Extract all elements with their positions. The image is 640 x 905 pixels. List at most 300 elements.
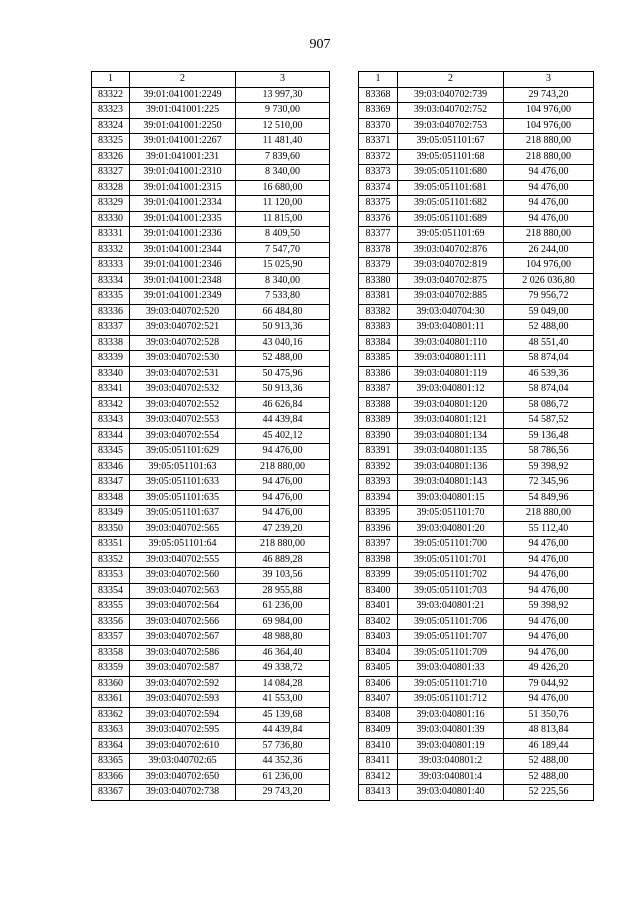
row-number-cell: 83322 <box>92 87 130 103</box>
table-row <box>92 118 330 134</box>
row-number-cell: 83337 <box>92 320 130 336</box>
cadastral-number-cell: 39:05:051101:633 <box>130 475 236 491</box>
cadastral-number-cell: 39:03:040702:554 <box>130 428 236 444</box>
row-number-cell: 83396 <box>359 521 398 537</box>
row-number-cell: 83389 <box>359 413 398 429</box>
cadastral-number-cell: 39:03:040702:753 <box>398 118 504 134</box>
table-row <box>92 552 330 568</box>
row-number-cell: 83370 <box>359 118 398 134</box>
value-cell: 9 730,00 <box>236 103 330 119</box>
row-number-cell: 83335 <box>92 289 130 305</box>
cadastral-number-cell: 39:03:040702:555 <box>130 552 236 568</box>
cadastral-number-cell: 39:03:040801:2 <box>398 754 504 770</box>
row-number-cell: 83393 <box>359 475 398 491</box>
row-number-cell: 83395 <box>359 506 398 522</box>
row-number-cell: 83399 <box>359 568 398 584</box>
value-cell: 46 539,36 <box>504 366 594 382</box>
cadastral-number-cell: 39:01:041001:2335 <box>130 211 236 227</box>
cadastral-number-cell: 39:05:051101:64 <box>130 537 236 553</box>
table-row <box>359 242 594 258</box>
row-number-cell: 83328 <box>92 180 130 196</box>
table-row <box>359 227 594 243</box>
cadastral-number-cell: 39:01:041001:2250 <box>130 118 236 134</box>
cadastral-number-cell: 39:03:040702:553 <box>130 413 236 429</box>
table-row <box>92 459 330 475</box>
cadastral-number-cell: 39:03:040702:819 <box>398 258 504 274</box>
cadastral-number-cell: 39:03:040702:739 <box>398 87 504 103</box>
cadastral-number-cell: 39:03:040702:610 <box>130 738 236 754</box>
row-number-cell: 83384 <box>359 335 398 351</box>
table-row <box>92 289 330 305</box>
row-number-cell: 83346 <box>92 459 130 475</box>
value-cell: 59 398,92 <box>504 459 594 475</box>
column-header: 1 <box>359 72 398 88</box>
table-row <box>92 506 330 522</box>
right-table <box>358 71 594 801</box>
table-row <box>92 490 330 506</box>
cadastral-number-cell: 39:03:040801:110 <box>398 335 504 351</box>
cadastral-number-cell: 39:03:040801:111 <box>398 351 504 367</box>
row-number-cell: 83413 <box>359 785 398 801</box>
row-number-cell: 83364 <box>92 738 130 754</box>
value-cell: 59 398,92 <box>504 599 594 615</box>
value-cell: 44 439,84 <box>236 723 330 739</box>
row-number-cell: 83326 <box>92 149 130 165</box>
value-cell: 104 976,00 <box>504 118 594 134</box>
value-cell: 50 913,36 <box>236 382 330 398</box>
row-number-cell: 83361 <box>92 692 130 708</box>
cadastral-number-cell: 39:03:040801:39 <box>398 723 504 739</box>
table-row <box>359 723 594 739</box>
row-number-cell: 83363 <box>92 723 130 739</box>
cadastral-number-cell: 39:05:051101:702 <box>398 568 504 584</box>
table-row <box>92 645 330 661</box>
table-row <box>92 103 330 119</box>
cadastral-number-cell: 39:03:040702:595 <box>130 723 236 739</box>
row-number-cell: 83378 <box>359 242 398 258</box>
row-number-cell: 83390 <box>359 428 398 444</box>
cadastral-number-cell: 39:03:040801:21 <box>398 599 504 615</box>
cadastral-number-cell: 39:05:051101:709 <box>398 645 504 661</box>
table-row <box>92 630 330 646</box>
row-number-cell: 83379 <box>359 258 398 274</box>
value-cell: 66 484,80 <box>236 304 330 320</box>
cadastral-number-cell: 39:05:051101:635 <box>130 490 236 506</box>
cadastral-number-cell: 39:03:040702:875 <box>398 273 504 289</box>
value-cell: 94 476,00 <box>504 645 594 661</box>
table-row <box>92 444 330 460</box>
cadastral-number-cell: 39:05:051101:682 <box>398 196 504 212</box>
row-number-cell: 83331 <box>92 227 130 243</box>
cadastral-number-cell: 39:01:041001:2346 <box>130 258 236 274</box>
cadastral-number-cell: 39:05:051101:712 <box>398 692 504 708</box>
row-number-cell: 83353 <box>92 568 130 584</box>
value-cell: 8 340,00 <box>236 273 330 289</box>
table-row <box>92 475 330 491</box>
table-row <box>359 521 594 537</box>
cadastral-number-cell: 39:03:040801:33 <box>398 661 504 677</box>
cadastral-number-cell: 39:05:051101:700 <box>398 537 504 553</box>
value-cell: 7 533,80 <box>236 289 330 305</box>
value-cell: 50 913,36 <box>236 320 330 336</box>
cadastral-number-cell: 39:05:051101:680 <box>398 165 504 181</box>
row-number-cell: 83392 <box>359 459 398 475</box>
value-cell: 69 984,00 <box>236 614 330 630</box>
table-row <box>359 599 594 615</box>
value-cell: 46 364,40 <box>236 645 330 661</box>
row-number-cell: 83404 <box>359 645 398 661</box>
value-cell: 61 236,00 <box>236 599 330 615</box>
table-row <box>359 552 594 568</box>
value-cell: 48 813,84 <box>504 723 594 739</box>
value-cell: 79 044,92 <box>504 676 594 692</box>
table-row <box>359 769 594 785</box>
table-row <box>359 444 594 460</box>
table-row <box>92 785 330 801</box>
cadastral-number-cell: 39:01:041001:2344 <box>130 242 236 258</box>
cadastral-number-cell: 39:03:040801:119 <box>398 366 504 382</box>
row-number-cell: 83401 <box>359 599 398 615</box>
table-row <box>359 614 594 630</box>
value-cell: 94 476,00 <box>504 692 594 708</box>
row-number-cell: 83372 <box>359 149 398 165</box>
value-cell: 94 476,00 <box>504 165 594 181</box>
table-row <box>359 165 594 181</box>
cadastral-number-cell: 39:03:040702:885 <box>398 289 504 305</box>
cadastral-number-cell: 39:03:040702:564 <box>130 599 236 615</box>
cadastral-number-cell: 39:03:040702:752 <box>398 103 504 119</box>
table-row <box>359 180 594 196</box>
row-number-cell: 83406 <box>359 676 398 692</box>
table-row <box>92 351 330 367</box>
column-header: 2 <box>130 72 236 88</box>
cadastral-number-cell: 39:01:041001:2310 <box>130 165 236 181</box>
row-number-cell: 83358 <box>92 645 130 661</box>
row-number-cell: 83359 <box>92 661 130 677</box>
table-row <box>359 87 594 103</box>
value-cell: 57 736,80 <box>236 738 330 754</box>
row-number-cell: 83333 <box>92 258 130 274</box>
value-cell: 94 476,00 <box>504 568 594 584</box>
table-row <box>92 661 330 677</box>
value-cell: 52 488,00 <box>504 320 594 336</box>
row-number-cell: 83383 <box>359 320 398 336</box>
table-row <box>359 118 594 134</box>
cadastral-number-cell: 39:03:040702:565 <box>130 521 236 537</box>
table-row <box>359 661 594 677</box>
row-number-cell: 83342 <box>92 397 130 413</box>
value-cell: 52 488,00 <box>236 351 330 367</box>
cadastral-number-cell: 39:03:040801:143 <box>398 475 504 491</box>
value-cell: 8 340,00 <box>236 165 330 181</box>
value-cell: 94 476,00 <box>504 630 594 646</box>
row-number-cell: 83356 <box>92 614 130 630</box>
table-row <box>92 521 330 537</box>
table-row <box>359 149 594 165</box>
row-number-cell: 83408 <box>359 707 398 723</box>
cadastral-number-cell: 39:03:040801:135 <box>398 444 504 460</box>
table-row <box>359 335 594 351</box>
value-cell: 7 839,60 <box>236 149 330 165</box>
value-cell: 94 476,00 <box>236 506 330 522</box>
table-row <box>92 769 330 785</box>
cadastral-number-cell: 39:01:041001:2267 <box>130 134 236 150</box>
row-number-cell: 83354 <box>92 583 130 599</box>
row-number-cell: 83388 <box>359 397 398 413</box>
table-row <box>359 475 594 491</box>
row-number-cell: 83343 <box>92 413 130 429</box>
table-row <box>359 320 594 336</box>
row-number-cell: 83350 <box>92 521 130 537</box>
row-number-cell: 83340 <box>92 366 130 382</box>
table-row <box>92 738 330 754</box>
value-cell: 11 815,00 <box>236 211 330 227</box>
value-cell: 218 880,00 <box>504 149 594 165</box>
value-cell: 54 587,52 <box>504 413 594 429</box>
value-cell: 52 488,00 <box>504 769 594 785</box>
value-cell: 51 350,76 <box>504 707 594 723</box>
table-row <box>359 506 594 522</box>
table-row <box>359 366 594 382</box>
table-row <box>359 428 594 444</box>
table-row <box>359 196 594 212</box>
cadastral-number-cell: 39:03:040702:586 <box>130 645 236 661</box>
value-cell: 94 476,00 <box>236 444 330 460</box>
value-cell: 47 239,20 <box>236 521 330 537</box>
row-number-cell: 83357 <box>92 630 130 646</box>
value-cell: 26 244,00 <box>504 242 594 258</box>
cadastral-number-cell: 39:03:040801:120 <box>398 397 504 413</box>
value-cell: 58 874,04 <box>504 351 594 367</box>
cadastral-number-cell: 39:03:040702:531 <box>130 366 236 382</box>
cadastral-number-cell: 39:03:040801:12 <box>398 382 504 398</box>
cadastral-number-cell: 39:03:040702:876 <box>398 242 504 258</box>
table-row <box>359 630 594 646</box>
row-number-cell: 83385 <box>359 351 398 367</box>
cadastral-number-cell: 39:03:040801:19 <box>398 738 504 754</box>
value-cell: 52 488,00 <box>504 754 594 770</box>
row-number-cell: 83324 <box>92 118 130 134</box>
value-cell: 29 743,20 <box>504 87 594 103</box>
value-cell: 14 084,28 <box>236 676 330 692</box>
cadastral-number-cell: 39:03:040702:530 <box>130 351 236 367</box>
cadastral-number-cell: 39:03:040702:521 <box>130 320 236 336</box>
value-cell: 45 402,12 <box>236 428 330 444</box>
value-cell: 46 189,44 <box>504 738 594 754</box>
row-number-cell: 83351 <box>92 537 130 553</box>
table-row <box>92 227 330 243</box>
value-cell: 46 626,84 <box>236 397 330 413</box>
row-number-cell: 83332 <box>92 242 130 258</box>
value-cell: 55 112,40 <box>504 521 594 537</box>
row-number-cell: 83380 <box>359 273 398 289</box>
table-row <box>92 149 330 165</box>
cadastral-number-cell: 39:05:051101:701 <box>398 552 504 568</box>
cadastral-number-cell: 39:03:040702:650 <box>130 769 236 785</box>
table-row <box>359 583 594 599</box>
value-cell: 94 476,00 <box>504 552 594 568</box>
table-row <box>92 723 330 739</box>
cadastral-number-cell: 39:03:040702:567 <box>130 630 236 646</box>
column-header: 2 <box>398 72 504 88</box>
cadastral-number-cell: 39:03:040702:566 <box>130 614 236 630</box>
table-row <box>92 196 330 212</box>
table-row <box>92 754 330 770</box>
value-cell: 2 026 036,80 <box>504 273 594 289</box>
row-number-cell: 83352 <box>92 552 130 568</box>
cadastral-number-cell: 39:03:040801:134 <box>398 428 504 444</box>
cadastral-number-cell: 39:01:041001:2249 <box>130 87 236 103</box>
table-row <box>359 754 594 770</box>
row-number-cell: 83402 <box>359 614 398 630</box>
value-cell: 58 086,72 <box>504 397 594 413</box>
cadastral-number-cell: 39:03:040801:20 <box>398 521 504 537</box>
cadastral-number-cell: 39:03:040702:552 <box>130 397 236 413</box>
value-cell: 94 476,00 <box>236 490 330 506</box>
cadastral-number-cell: 39:05:051101:67 <box>398 134 504 150</box>
header-row <box>359 72 594 88</box>
row-number-cell: 83400 <box>359 583 398 599</box>
table-row <box>359 211 594 227</box>
row-number-cell: 83334 <box>92 273 130 289</box>
table-row <box>359 351 594 367</box>
cadastral-number-cell: 39:03:040801:4 <box>398 769 504 785</box>
cadastral-number-cell: 39:03:040801:15 <box>398 490 504 506</box>
cadastral-number-cell: 39:03:040801:40 <box>398 785 504 801</box>
row-number-cell: 83366 <box>92 769 130 785</box>
table-row <box>359 692 594 708</box>
cadastral-number-cell: 39:03:040702:593 <box>130 692 236 708</box>
table-row <box>359 537 594 553</box>
row-number-cell: 83394 <box>359 490 398 506</box>
cadastral-number-cell: 39:03:040801:16 <box>398 707 504 723</box>
table-row <box>92 568 330 584</box>
table-row <box>92 180 330 196</box>
value-cell: 44 352,36 <box>236 754 330 770</box>
value-cell: 44 439,84 <box>236 413 330 429</box>
row-number-cell: 83381 <box>359 289 398 305</box>
value-cell: 15 025,90 <box>236 258 330 274</box>
table-row <box>92 382 330 398</box>
row-number-cell: 83374 <box>359 180 398 196</box>
cadastral-number-cell: 39:05:051101:710 <box>398 676 504 692</box>
cadastral-number-cell: 39:01:041001:2336 <box>130 227 236 243</box>
cadastral-number-cell: 39:05:051101:689 <box>398 211 504 227</box>
table-row <box>92 428 330 444</box>
page-number: 907 <box>309 37 331 52</box>
cadastral-number-cell: 39:01:041001:231 <box>130 149 236 165</box>
cadastral-number-cell: 39:03:040702:528 <box>130 335 236 351</box>
value-cell: 218 880,00 <box>236 459 330 475</box>
cadastral-number-cell: 39:05:051101:70 <box>398 506 504 522</box>
value-cell: 79 956,72 <box>504 289 594 305</box>
table-row <box>359 382 594 398</box>
value-cell: 218 880,00 <box>236 537 330 553</box>
column-header: 3 <box>504 72 594 88</box>
table-row <box>359 568 594 584</box>
cadastral-number-cell: 39:03:040801:136 <box>398 459 504 475</box>
value-cell: 59 049,00 <box>504 304 594 320</box>
column-header: 1 <box>92 72 130 88</box>
table-row <box>359 103 594 119</box>
value-cell: 54 849,96 <box>504 490 594 506</box>
table-row <box>92 537 330 553</box>
table-row <box>92 366 330 382</box>
row-number-cell: 83397 <box>359 537 398 553</box>
row-number-cell: 83327 <box>92 165 130 181</box>
value-cell: 218 880,00 <box>504 134 594 150</box>
row-number-cell: 83369 <box>359 103 398 119</box>
table-row <box>92 273 330 289</box>
row-number-cell: 83336 <box>92 304 130 320</box>
row-number-cell: 83409 <box>359 723 398 739</box>
table-row <box>92 87 330 103</box>
value-cell: 11 120,00 <box>236 196 330 212</box>
row-number-cell: 83386 <box>359 366 398 382</box>
row-number-cell: 83362 <box>92 707 130 723</box>
value-cell: 50 475,96 <box>236 366 330 382</box>
table-row <box>359 676 594 692</box>
value-cell: 46 889,28 <box>236 552 330 568</box>
cadastral-number-cell: 39:05:051101:681 <box>398 180 504 196</box>
row-number-cell: 83382 <box>359 304 398 320</box>
value-cell: 43 040,16 <box>236 335 330 351</box>
table-row <box>359 304 594 320</box>
table-row <box>92 614 330 630</box>
table-row <box>92 134 330 150</box>
cadastral-number-cell: 39:03:040702:532 <box>130 382 236 398</box>
value-cell: 48 988,80 <box>236 630 330 646</box>
header-row <box>92 72 330 88</box>
table-row <box>359 785 594 801</box>
table-row <box>359 738 594 754</box>
row-number-cell: 83344 <box>92 428 130 444</box>
cadastral-number-cell: 39:05:051101:703 <box>398 583 504 599</box>
value-cell: 48 551,40 <box>504 335 594 351</box>
column-header: 3 <box>236 72 330 88</box>
value-cell: 11 481,40 <box>236 134 330 150</box>
table-row <box>92 211 330 227</box>
cadastral-number-cell: 39:03:040801:11 <box>398 320 504 336</box>
row-number-cell: 83330 <box>92 211 130 227</box>
cadastral-number-cell: 39:03:040702:65 <box>130 754 236 770</box>
table-row <box>359 459 594 475</box>
row-number-cell: 83405 <box>359 661 398 677</box>
value-cell: 12 510,00 <box>236 118 330 134</box>
row-number-cell: 83373 <box>359 165 398 181</box>
cadastral-number-cell: 39:03:040702:587 <box>130 661 236 677</box>
value-cell: 59 136,48 <box>504 428 594 444</box>
cadastral-number-cell: 39:03:040702:592 <box>130 676 236 692</box>
value-cell: 45 139,68 <box>236 707 330 723</box>
cadastral-number-cell: 39:05:051101:63 <box>130 459 236 475</box>
value-cell: 39 103,56 <box>236 568 330 584</box>
cadastral-number-cell: 39:03:040702:560 <box>130 568 236 584</box>
value-cell: 218 880,00 <box>504 506 594 522</box>
table-row <box>359 273 594 289</box>
value-cell: 94 476,00 <box>504 614 594 630</box>
cadastral-number-cell: 39:01:041001:2348 <box>130 273 236 289</box>
table-row <box>92 335 330 351</box>
table-row <box>92 304 330 320</box>
row-number-cell: 83410 <box>359 738 398 754</box>
table-row <box>92 320 330 336</box>
row-number-cell: 83360 <box>92 676 130 692</box>
row-number-cell: 83329 <box>92 196 130 212</box>
row-number-cell: 83377 <box>359 227 398 243</box>
table-row <box>92 165 330 181</box>
value-cell: 13 997,30 <box>236 87 330 103</box>
